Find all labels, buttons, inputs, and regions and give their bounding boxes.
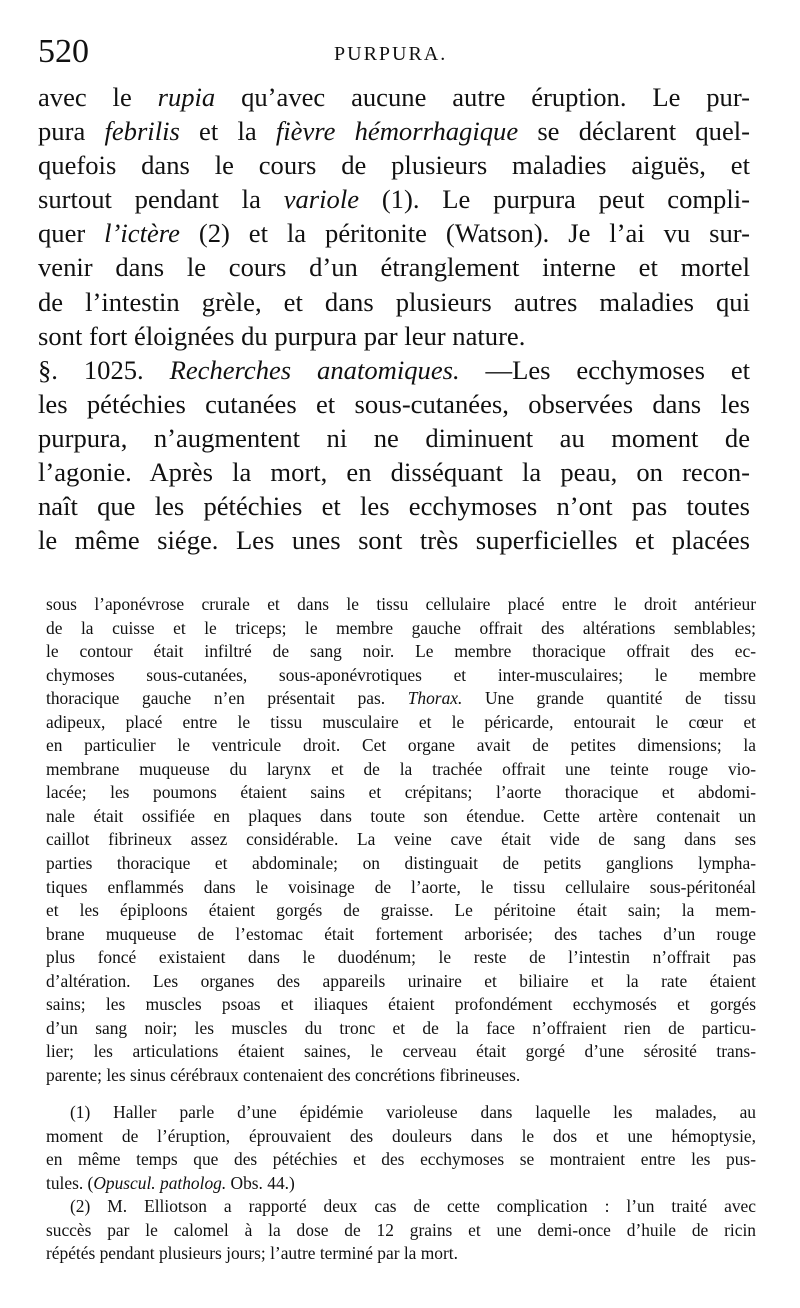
italic-text: variole	[283, 184, 360, 215]
footnote-2	[46, 1195, 756, 1266]
case-report-line	[46, 876, 756, 900]
text-segment: le même siége. Les unes sont très superficielles et placées	[38, 525, 750, 556]
text-segment: plus foncé existaient dans le duodénum; le reste de l’intestin n’offrait pas	[46, 947, 756, 968]
text-segment: sous l’aponévrose crurale et dans le tissu cellulaire placé entre le droit antérieur	[46, 594, 756, 614]
italic-text: l’ictère	[104, 218, 180, 249]
text-segment: avec le	[38, 82, 158, 112]
text-segment: tules. (	[46, 1172, 94, 1193]
footnote-line	[46, 1101, 756, 1125]
italic-text: febrilis	[104, 116, 180, 147]
text-segment: lacée; les poumons étaient sains et crépitans; l’aorte thoracique et abdomi-	[46, 782, 756, 803]
text-segment: adipeux, placé entre le tissu musculaire et le péricarde, entourait le cœur et	[46, 711, 756, 732]
text-segment: parente; les sinus cérébraux contenaient des concrétions fibrineuses.	[46, 1064, 521, 1085]
text-segment: pura	[38, 116, 105, 147]
text-line	[38, 148, 750, 182]
text-segment: succès par le calomel à la dose de 12 grains et une demi-once d’huile de ricin	[46, 1219, 756, 1240]
text-segment: moment de l’éruption, éprouvaient des douleurs dans le dos et une hémoptysie,	[46, 1125, 756, 1146]
italic-text: Recherches anatomiques.	[169, 354, 460, 385]
case-report-line	[46, 993, 756, 1017]
text-line	[38, 216, 750, 250]
text-segment: nale était ossifiée en plaques dans toute son étendue. Cette artère contenait un	[46, 805, 756, 826]
text-segment: de l’intestin grèle, et dans plusieurs autres maladies qui	[38, 286, 750, 317]
case-report-line	[46, 946, 756, 970]
text-segment: lier; les articulations étaient saines, le cerveau était gorgé d’une sérosité trans-	[46, 1041, 756, 1062]
text-segment: (1). Le purpura peut compli-	[359, 184, 750, 215]
case-report-line	[46, 711, 756, 735]
text-segment: quer	[38, 218, 105, 249]
text-line	[38, 250, 750, 284]
text-segment: —Les ecchymoses et	[459, 354, 750, 385]
text-segment: d’altération. Les organes des appareils urinaire et biliaire et la rate étaient	[46, 970, 756, 991]
text-line	[38, 523, 750, 557]
text-segment: en même temps que des pétéchies et des ecchymoses se montraient entre les pus-	[46, 1149, 756, 1170]
case-report-line	[46, 899, 756, 923]
italic-text: fièvre hémorrhagique	[275, 116, 519, 147]
italic-text: Opuscul. patholog.	[93, 1172, 227, 1193]
case-report-line	[46, 734, 756, 758]
text-line	[38, 421, 750, 455]
text-segment: sont fort éloignées du purpura par leur nature.	[38, 320, 526, 351]
page-number: 520	[38, 33, 89, 70]
case-report-line	[46, 640, 756, 664]
text-segment: de la cuisse et le triceps; le membre gauche offrait des altérations semblables;	[46, 617, 756, 638]
case-report-line	[46, 593, 756, 617]
text-segment: thoracique gauche n’en présentait pas.	[46, 688, 408, 709]
case-report-line	[46, 852, 756, 876]
text-segment: Une grande quantité de tissu	[462, 688, 756, 709]
italic-text: rupia	[157, 82, 216, 112]
footnotes-block	[46, 1101, 756, 1266]
text-segment: chymoses sous-cutanées, sous-aponévrotiques et inter-musculaires; le membre	[46, 664, 756, 685]
footnote-line	[46, 1242, 756, 1266]
text-segment: les pétéchies cutanées et sous-cutanées, observées dans les	[38, 388, 750, 419]
text-segment: parties thoracique et abdominale; on distinguait de petits ganglions lympha-	[46, 853, 756, 874]
case-report-line	[46, 828, 756, 852]
italic-text: Thorax.	[407, 688, 463, 709]
case-report-line	[46, 617, 756, 641]
case-report-line	[46, 758, 756, 782]
text-line	[38, 387, 750, 421]
text-segment: purpura, n’augmentent ni ne diminuent au moment de	[38, 422, 750, 453]
text-line	[38, 80, 750, 114]
footnote-line	[46, 1172, 756, 1196]
text-segment: (2) M. Elliotson a rapporté deux cas de cette complication : l’un traité avec	[70, 1196, 756, 1217]
text-line	[38, 182, 750, 216]
text-segment: membrane muqueuse du larynx et de la trachée offrait une teinte rouge vio-	[46, 758, 756, 779]
case-report-block	[46, 593, 756, 1087]
text-segment: répétés pendant plusieurs jours; l’autre terminé par la mort.	[46, 1243, 458, 1264]
text-segment: tiques enflammés dans le voisinage de l’aorte, le tissu cellulaire sous-péritonéal	[46, 876, 756, 897]
case-report-line	[46, 970, 756, 994]
case-report-line	[46, 1017, 756, 1041]
text-segment: d’un sang noir; les muscles du tronc et de la face n’offraient rien de particu-	[46, 1017, 756, 1038]
text-segment: brane muqueuse de l’estomac était fortement arborisée; des taches d’un rouge	[46, 923, 756, 944]
case-report-line	[46, 687, 756, 711]
running-title: PURPURA.	[334, 43, 448, 65]
text-segment: Obs. 44.)	[226, 1172, 295, 1193]
text-segment: en particulier le ventricule droit. Cet organe avait de petites dimensions; la	[46, 735, 756, 756]
text-segment: le contour était infiltré de sang noir. Le membre thoracique offrait des ec-	[46, 641, 756, 662]
text-segment: et la	[179, 116, 276, 147]
case-report-line	[46, 1040, 756, 1064]
text-segment: et les épiploons étaient gorgés de graisse. Le péritoine était sain; la mem-	[46, 900, 756, 921]
case-report-line	[46, 805, 756, 829]
text-line	[38, 319, 750, 353]
footnote-line	[46, 1148, 756, 1172]
text-line	[38, 455, 750, 489]
text-segment: surtout pendant la	[38, 184, 284, 215]
case-report-line	[46, 923, 756, 947]
footnote-line	[46, 1219, 756, 1243]
case-report-line	[46, 781, 756, 805]
text-segment: (1) Haller parle d’une épidémie varioleuse dans laquelle les malades, au	[70, 1102, 756, 1122]
text-segment: (2) et la péritonite (Watson). Je l’ai vu sur-	[179, 218, 750, 249]
text-segment: naît que les pétéchies et les ecchymoses n’ont pas toutes	[38, 491, 750, 522]
text-segment: venir dans le cours d’un étranglement interne et mortel	[38, 252, 750, 283]
footnote-line	[46, 1125, 756, 1149]
text-line	[38, 353, 750, 387]
text-segment: sains; les muscles psoas et iliaques étaient profondément ecchymosés et gorgés	[46, 994, 756, 1015]
page-header	[38, 32, 760, 72]
case-report-line	[46, 1064, 756, 1088]
text-segment: quefois dans le cours de plusieurs maladies aiguës, et	[38, 150, 750, 181]
text-segment: caillot fibrineux assez considérable. La veine cave était vide de sang dans ses	[46, 829, 756, 850]
footnote-1	[46, 1101, 756, 1195]
text-segment: l’agonie. Après la mort, en disséquant la peau, on recon-	[38, 457, 750, 488]
footnote-line	[46, 1195, 756, 1219]
text-segment: qu’avec aucune autre éruption. Le pur-	[215, 82, 750, 112]
main-text-block	[38, 80, 750, 557]
text-line	[38, 285, 750, 319]
text-segment: se déclarent quel-	[518, 116, 750, 147]
case-report-line	[46, 664, 756, 688]
text-line	[38, 489, 750, 523]
text-line	[38, 114, 750, 148]
text-segment: §. 1025.	[38, 354, 170, 385]
